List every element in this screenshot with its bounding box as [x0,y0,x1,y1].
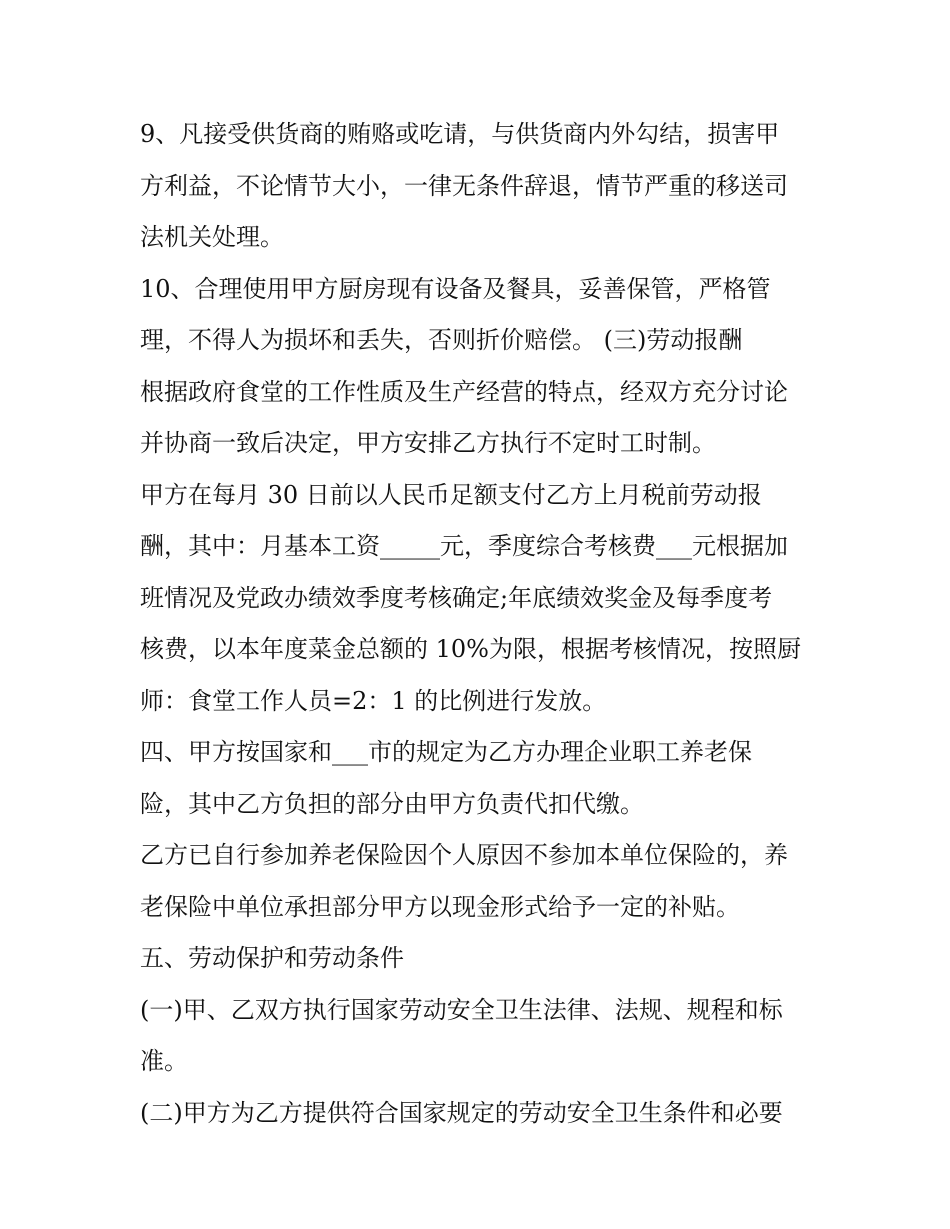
text-line: 乙方已自行参加养老保险因个人原因不参加本单位保险的，养 [140,841,788,869]
text-line: 准。 [140,1047,188,1075]
text-line: 理，不得人为损坏和丢失，否则折价赔偿。 (三)劳动报酬 [140,326,743,354]
text-line: 险，其中乙方负担的部分由甲方负责代扣代缴。 [140,789,644,818]
text-line: 法机关处理。 [140,223,284,251]
text-line: 四、甲方按国家和___市的规定为乙方办理企业职工养老保 [140,738,752,766]
text-line: 老保险中单位承担部分甲方以现金形式给予一定的补贴。 [140,892,740,921]
text-line: 9、凡接受供货商的贿赂或吃请，与供货商内外勾结，损害甲 [140,120,780,148]
text-line: (一)甲、乙双方执行国家劳动安全卫生法律、法规、规程和标 [140,995,783,1024]
text-line: 甲方在每月 30 日前以人民币足额支付乙方上月税前劳动报 [140,480,762,509]
text-line: 并协商一致后决定，甲方安排乙方执行不定时工时制。 [140,429,716,457]
text-line: 方利益，不论情节大小，一律无条件辞退，情节严重的移送司 [140,171,788,200]
text-line: 师：食堂工作人员=2：1 的比例进行发放。 [140,686,607,715]
text-line: 五、劳动保护和劳动条件 [140,944,404,972]
text-line: 10、合理使用甲方厨房现有设备及餐具，妥善保管，严格管 [140,274,771,303]
text-line: (二)甲方为乙方提供符合国家规定的劳动安全卫生条件和必要 [140,1098,783,1127]
text-line: 班情况及党政办绩效季度考核确定;年底绩效奖金及每季度考 [140,583,773,612]
text-line: 酬，其中：月基本工资_____元，季度综合考核费___元根据加 [140,532,788,560]
text-line: 根据政府食堂的工作性质及生产经营的特点，经双方充分讨论 [140,377,788,406]
text-line: 核费，以本年度菜金总额的 10%为限，根据考核情况，按照厨 [140,635,801,663]
contract-text-block [140,109,840,1139]
